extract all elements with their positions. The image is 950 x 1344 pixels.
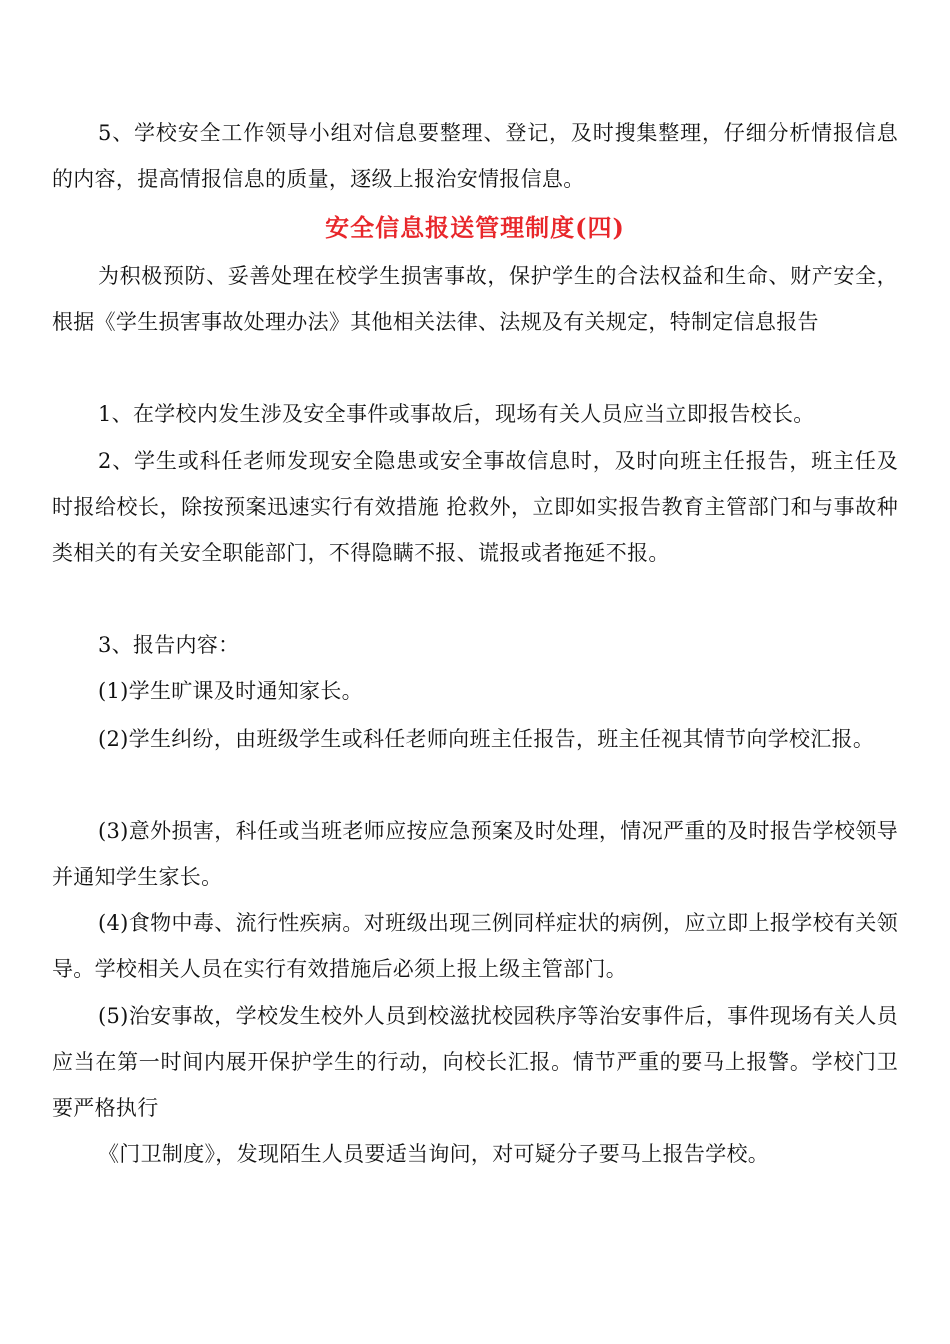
section-title: 安全信息报送管理制度(四) [325,213,625,242]
paragraph-sub-item-4: (4)食物中毒、流行性疾病。对班级出现三例同样症状的病例，应立即上报学校有关领导。学校相关人员在实行有效措施后必须上报上级主管部门。 [52,911,898,981]
paragraph-sub-item-1: (1)学生旷课及时通知家长。 [98,679,363,703]
paragraph-item-2: 2、学生或科任老师发现安全隐患或安全事故信息时，及时向班主任报告，班主任及时报给校长，除按预案迅速实行有效措施 抢救外，立即如实报告教育主管部门和与事故种类相关的有关安全职能部门，不得隐瞒不报、谎报或者拖延不报。 [52,449,898,565]
paragraph-sub-item-3: (3)意外损害，科任或当班老师应按应急预案及时处理，情况严重的及时报告学校领导并通知学生家长。 [52,819,898,889]
paragraph-item-1: 1、在学校内发生涉及安全事件或事故后，现场有关人员应当立即报告校长。 [98,402,815,426]
paragraph-sub-item-2: (2)学生纠纷，由班级学生或科任老师向班主任报告，班主任视其情节向学校汇报。 [98,727,875,751]
paragraph-item-5: 5、学校安全工作领导小组对信息要整理、登记，及时搜集整理，仔细分析情报信息的内容，提高情报信息的质量，逐级上报治安情报信息。 [52,121,898,191]
paragraph-preamble: 为积极预防、妥善处理在校学生损害事故，保护学生的合法权益和生命、财产安全，根据《学生损害事故处理办法》其他相关法律、法规及有关规定，特制定信息报告 [52,264,898,334]
paragraph-sub-item-5-continued: 《门卫制度》，发现陌生人员要适当询问，对可疑分子要马上报告学校。 [98,1142,770,1166]
paragraph-item-3: 3、报告内容： [98,633,240,657]
paragraph-sub-item-5: (5)治安事故，学校发生校外人员到校滋扰校园秩序等治安事件后，事件现场有关人员应当在第一时间内展开保护学生的行动，向校长汇报。情节严重的要马上报警。学校门卫要严格执行 [52,1004,898,1120]
